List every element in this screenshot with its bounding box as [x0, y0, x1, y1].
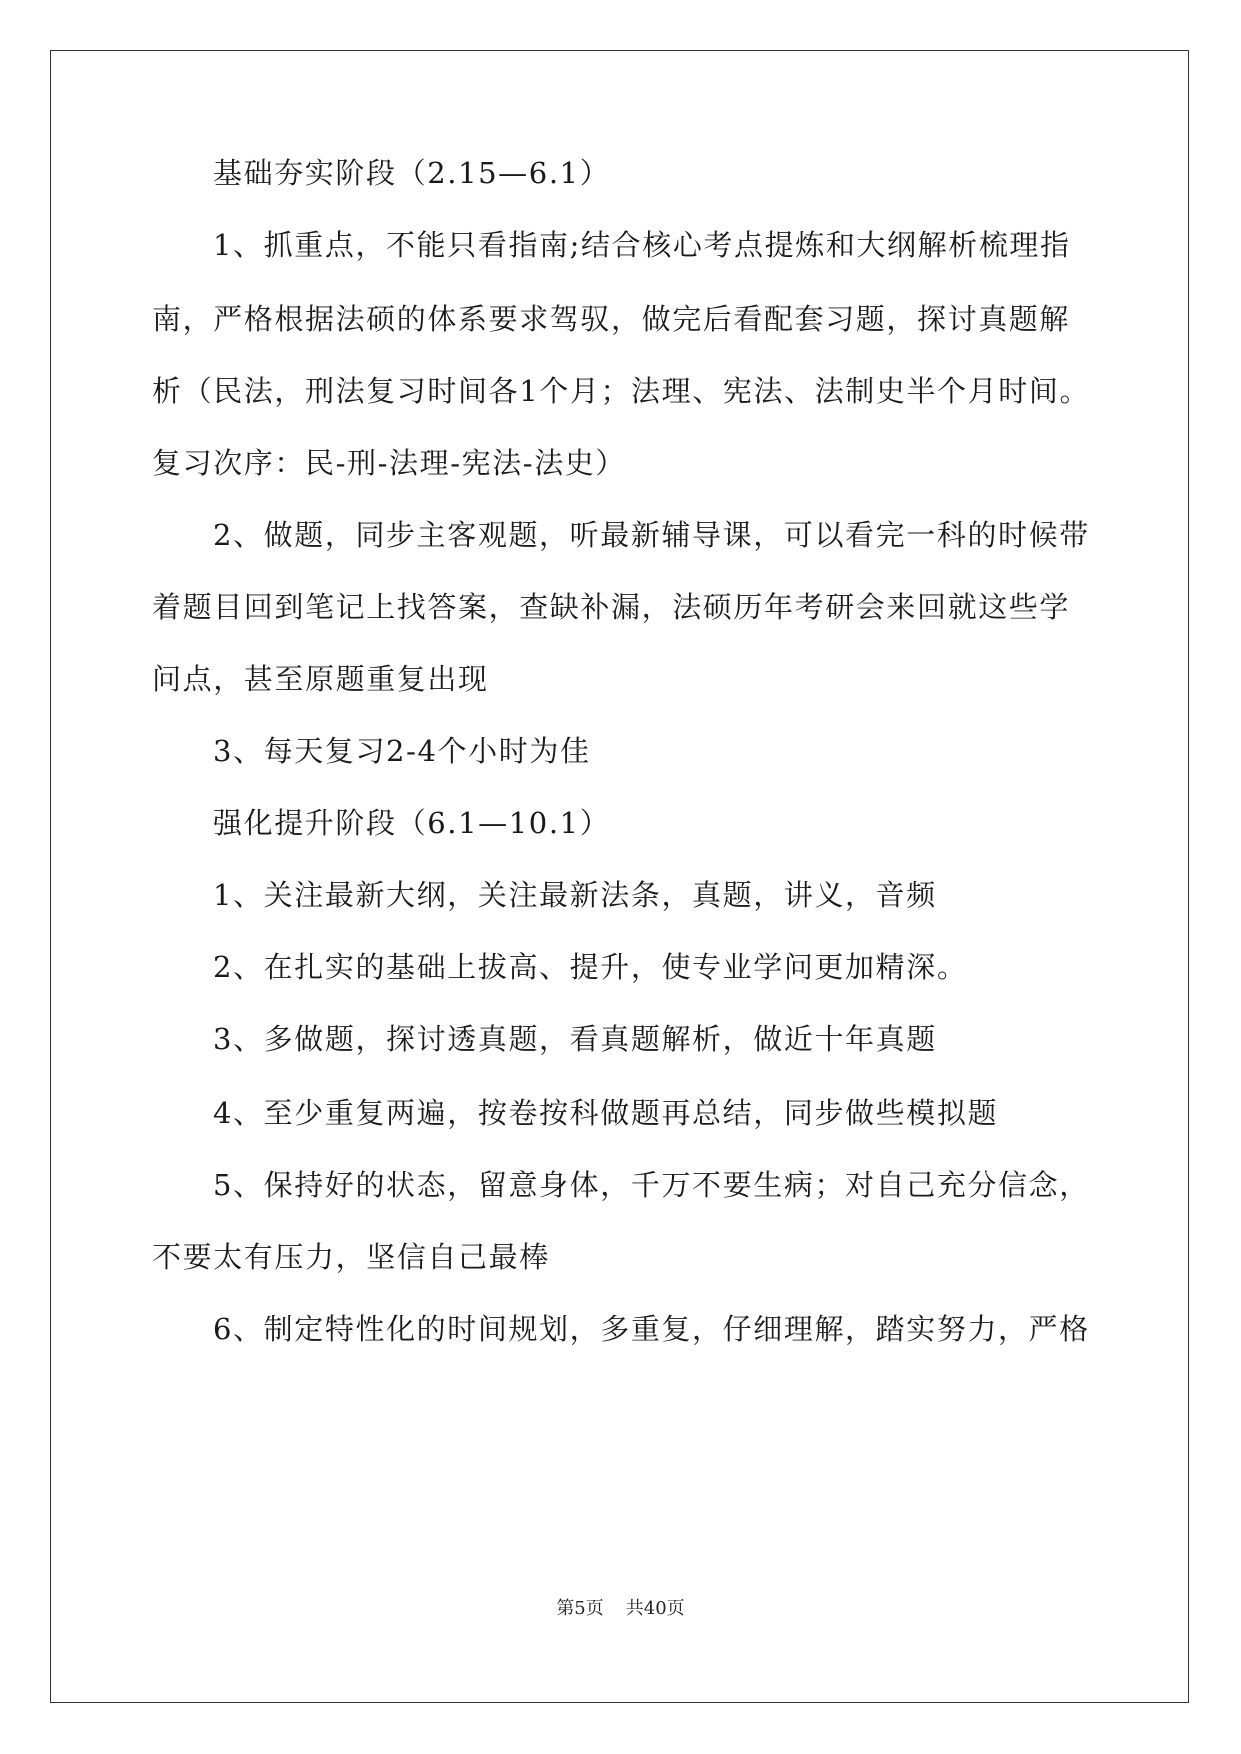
paragraph-line: 析（民法，刑法复习时间各1个月；法理、宪法、法制史半个月时间。 [152, 374, 1091, 408]
paragraph-line: 南，严格根据法硕的体系要求驾驭，做完后看配套习题，探讨真题解 [152, 302, 1071, 336]
paragraph-line: 不要太有压力，坚信自己最棒 [152, 1240, 550, 1274]
paragraph-line: 着题目回到笔记上找答案，查缺补漏，法硕历年考研会来回就这些学 [152, 590, 1071, 624]
section-heading-foundation: 基础夯实阶段（2.15—6.1） [213, 156, 611, 190]
paragraph-line: 5、保持好的状态，留意身体，千万不要生病；对自己充分信念， [213, 1168, 1090, 1202]
paragraph-line: 1、抓重点，不能只看指南;结合核心考点提炼和大纲解析梳理指 [213, 228, 1071, 262]
paragraph-line: 4、至少重复两遍，按卷按科做题再总结，同步做些模拟题 [213, 1096, 999, 1130]
paragraph-line: 1、关注最新大纲，关注最新法条，真题，讲义，音频 [213, 878, 937, 912]
paragraph-line: 问点，甚至原题重复出现 [152, 662, 489, 696]
page-total: 共40页 [625, 1598, 685, 1619]
page-footer [0, 1597, 1241, 1621]
paragraph-line: 2、做题，同步主客观题，听最新辅导课，可以看完一科的时候带 [213, 518, 1090, 552]
paragraph-line: 6、制定特性化的时间规划，多重复，仔细理解，踏实努力，严格 [213, 1312, 1090, 1346]
section-heading-strengthening: 强化提升阶段（6.1—10.1） [213, 806, 611, 840]
paragraph-line: 3、每天复习2-4个小时为佳 [213, 734, 591, 768]
paragraph-line: 复习次序：民-刑-法理-宪法-法史） [152, 446, 626, 480]
paragraph-line: 3、多做题，探讨透真题，看真题解析，做近十年真题 [213, 1022, 937, 1056]
paragraph-line: 2、在扎实的基础上拔高、提升，使专业学问更加精深。 [213, 950, 968, 984]
page-number: 第5页 [556, 1598, 604, 1619]
